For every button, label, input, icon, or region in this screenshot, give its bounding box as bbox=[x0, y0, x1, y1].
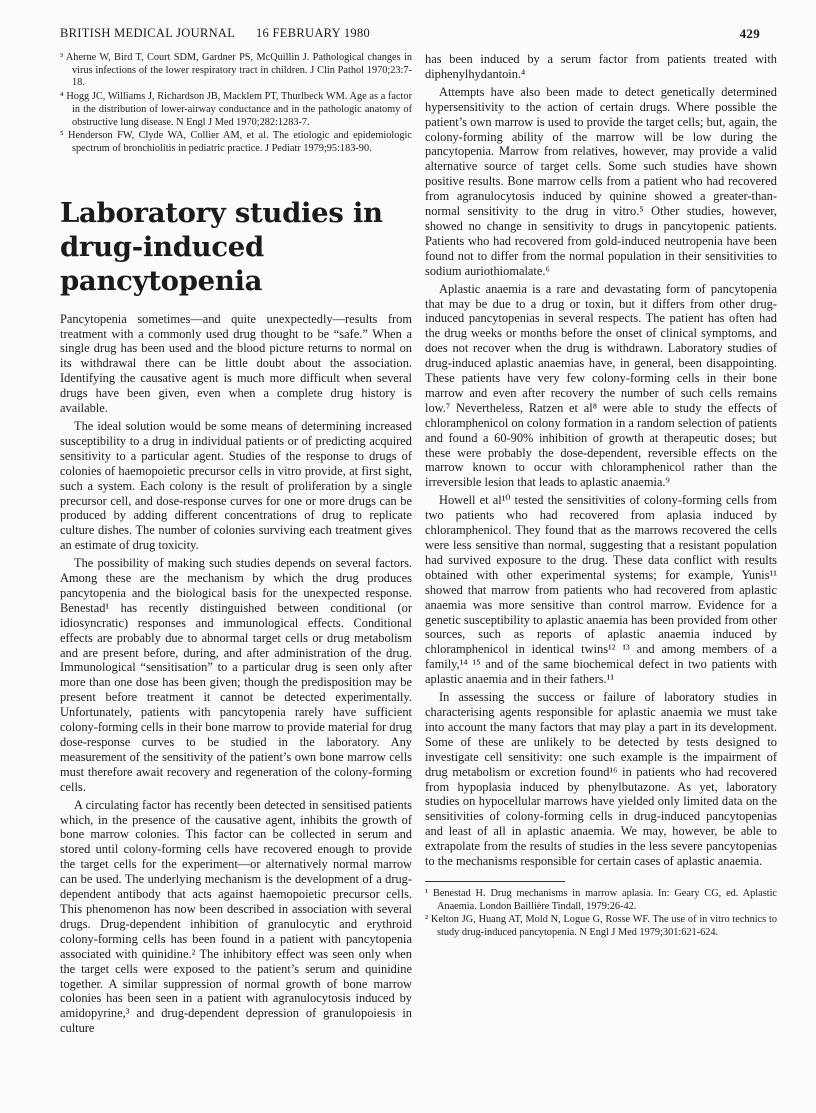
journal-name: BRITISH MEDICAL JOURNAL bbox=[60, 26, 236, 40]
footnotes bbox=[425, 888, 777, 940]
paragraph: Pancytopenia sometimes—and quite unexpectedly—results from treatment with a commonly used drug thought to be “safe.” When a single drug has been used and the blood picture returns to normal on its withdrawal there can be little doubt about the association. Identifying the causative agent is much more difficult when several drugs have been given, even when a complete drug history is available. bbox=[60, 311, 412, 416]
paragraph: The possibility of making such studies depends on several factors. Among these are the mechanism by which the drug produces pancytopenia and the biological basis for the unexpected response. Benestad¹ has recently distinguished between conditional (or idiosyncratic) responses and immunological effects. Conditional effects are probably due to abnormal target cells or drug metabolism and are present before, during, and after administration of the drug. Immunological “sensitisation” to a particular drug is seen only after more than one dose has been given; though the predisposition may be present before treatment it cannot be detected experimentally. Unfortunately, patients with pancytopenia rarely have sufficient colony-forming cells in their bone marrow to provide material for drug dose-response curves to be studied in the laboratory. Any measurement of the sensitivity of the patient’s own bone marrow cells must therefore await recovery and regeneration of the colony-forming cells. bbox=[60, 556, 412, 794]
reference-4: ⁴ Hogg JC, Williams J, Richardson JB, Macklem PT, Thurlbeck WM. Age as a factor in the distribution of lower-airway conductance and in the pathologic anatomy of obstructive lung disease. N Engl J Med 1970;282:1283-7. bbox=[60, 91, 412, 128]
left-column bbox=[60, 52, 412, 1039]
paragraph: Howell et al¹⁰ tested the sensitivities of colony-forming cells from two patients who had recovered from aplasia induced by chloramphenicol. They found that as the marrows recovered the cells were less sensitive than normal, suggesting that a resistant population had survived exposure to the drug. These data conflict with results obtained with other experimental systems; for example, Yunis¹¹ showed that marrow from patients who had recovered from aplastic anaemia was more sensitive than control marrow. Evidence for a genetic susceptibility to aplastic anaemia has been provided from other sources, such as reports of aplastic anaemia induced by chloramphenicol in identical twins¹² ¹³ and among members of a family,¹⁴ ¹⁵ and of the same biochemical defect in two patients with aplastic anaemia and in their fathers.¹¹ bbox=[425, 493, 777, 687]
paragraph: has been induced by a serum factor from patients treated with diphenylhydantoin.⁴ bbox=[425, 52, 777, 81]
footnote-1: ¹ Benestad H. Drug mechanisms in marrow aplasia. In: Geary CG, ed. Aplastic Anaemia. London Baillière Tindall, 1979:26-42. bbox=[425, 887, 777, 912]
right-column bbox=[425, 52, 777, 941]
paragraph: A circulating factor has recently been detected in sensitised patients which, in the presence of the causative agent, inhibits the growth of bone marrow colonies. This factor can be collected in serum and stored until colony-forming cells have recovered enough to provide the target cells for the experiment—or alternatively normal marrow can be used. The underlying mechanism is the development of a drug-dependent antibody that acts against haemopoietic precursor cells. This phenomenon has now been described in association with several drugs. Drug-dependent inhibition of granulocytic and erythroid colony-forming cells has been found in a patient with pancytopenia associated with quinidine.² The inhibitory effect was seen only when the target cells were exposed to the patient’s serum and quinidine together. A similar suppression of normal growth of bone marrow colonies has been seen in a patient with agranulocytosis induced by amidopyrine,³ and drug-dependent depression of granulopoiesis in culture bbox=[60, 797, 412, 1036]
page-number: 429 bbox=[739, 26, 760, 41]
footnote-divider bbox=[425, 881, 565, 882]
reference-3: ³ Aherne W, Bird T, Court SDM, Gardner PS, McQuillin J. Pathological changes in virus infections of the lower respiratory tract in children. J Clin Pathol 1970;23:7-18. bbox=[60, 52, 412, 89]
reference-5: ⁵ Henderson FW, Clyde WA, Collier AM, et al. The etiologic and epidemiologic spectrum of bronchiolitis in pediatric practice. J Pediatr 1979;95:183-90. bbox=[60, 130, 412, 154]
running-header bbox=[60, 26, 760, 46]
paragraph: The ideal solution would be some means of determining increased susceptibility to a drug in individual patients or of predicting acquired sensitivity to a particular agent. Studies of the response to drugs of colonies of haemopoietic precursor cells in vitro provide, at first sight, such a system. Each colony is the result of proliferation by a single precursor cell, and dose-response curves for one or more drugs can be produced by adding different concentrations of drug to replicate culture dishes. The number of colonies surviving each treatment gives an estimate of drug toxicity. bbox=[60, 418, 412, 553]
previous-article-references bbox=[60, 52, 412, 156]
footnote-2: ² Kelton JG, Huang AT, Mold N, Logue G, Rosse WF. The use of in vitro technics to study drug-induced pancytopenia. N Engl J Med 1979;301:621-624. bbox=[425, 914, 777, 939]
paragraph: Aplastic anaemia is a rare and devastating form of pancytopenia that may be due to a drug or toxin, but it differs from other drug-induced pancytopenias in several respects. The patient has often had the drug weeks or months before the onset of clinical symptoms, and does not recover when the drug is withdrawn. Laboratory studies of drug-induced aplastic anaemias have, in general, been disappointing. These patients have very few colony-forming cells in their bone marrow and even after recovery the number of such cells remains low.⁷ Nevertheless, Ratzen et al⁸ were able to study the effects of chloramphenicol on colony formation in a random selection of patients and found a 60-90% inhibition of growth at therapeutic doses; but these were probably the dose-dependent, reversible effects on the marrow known to occur with chloramphenicol rather than the irreversible lesion that leads to aplastic anaemia.⁹ bbox=[425, 281, 778, 490]
article-title: Laboratory studies in drug-induced pancytopenia bbox=[60, 196, 383, 297]
paragraph: In assessing the success or failure of laboratory studies in characterising agents responsible for aplastic anaemia we must take into account the many factors that may play a part in its development. Some of these are unlikely to be detected by tests designed to investigate cell sensitivity: one such example is the impairment of drug metabolism or excretion found¹⁶ in patients who had recovered from hypoplasia induced by phenylbutazone. As yet, laboratory studies on hypocellular marrows have yielded only limited data on the sensitivities of colony-forming cells in drug-induced pancytopenias and least of all in aplastic anaemia. We may, however, be able to extrapolate from the results of studies in the less severe pancytopenias to the mechanisms responsible for certain cases of aplastic anaemia. bbox=[425, 690, 777, 869]
paragraph: Attempts have also been made to detect genetically determined hypersensitivity to the action of certain drugs. Where possible the patient’s own marrow is used to provide the target cells; but, again, the colony-forming ability of the marrow will be low during the pancytopenia. Marrow from relatives, however, may provide a valid alternative source of target cells. Some such studies have shown positive results. Bone marrow cells from a patient who had recovered from agranulocytosis induced by quinine showed a greater-than-normal sensitivity to the drug in vitro.⁵ Other studies, however, showed no change in sensitivity to drugs in pancytopenic patients. Patients who had recovered from gold-induced neutropenia have been found not to differ from the normal population in their sensitivities to sodium auriothiomalate.⁶ bbox=[425, 84, 777, 278]
issue-date: 16 FEBRUARY 1980 bbox=[256, 26, 371, 40]
